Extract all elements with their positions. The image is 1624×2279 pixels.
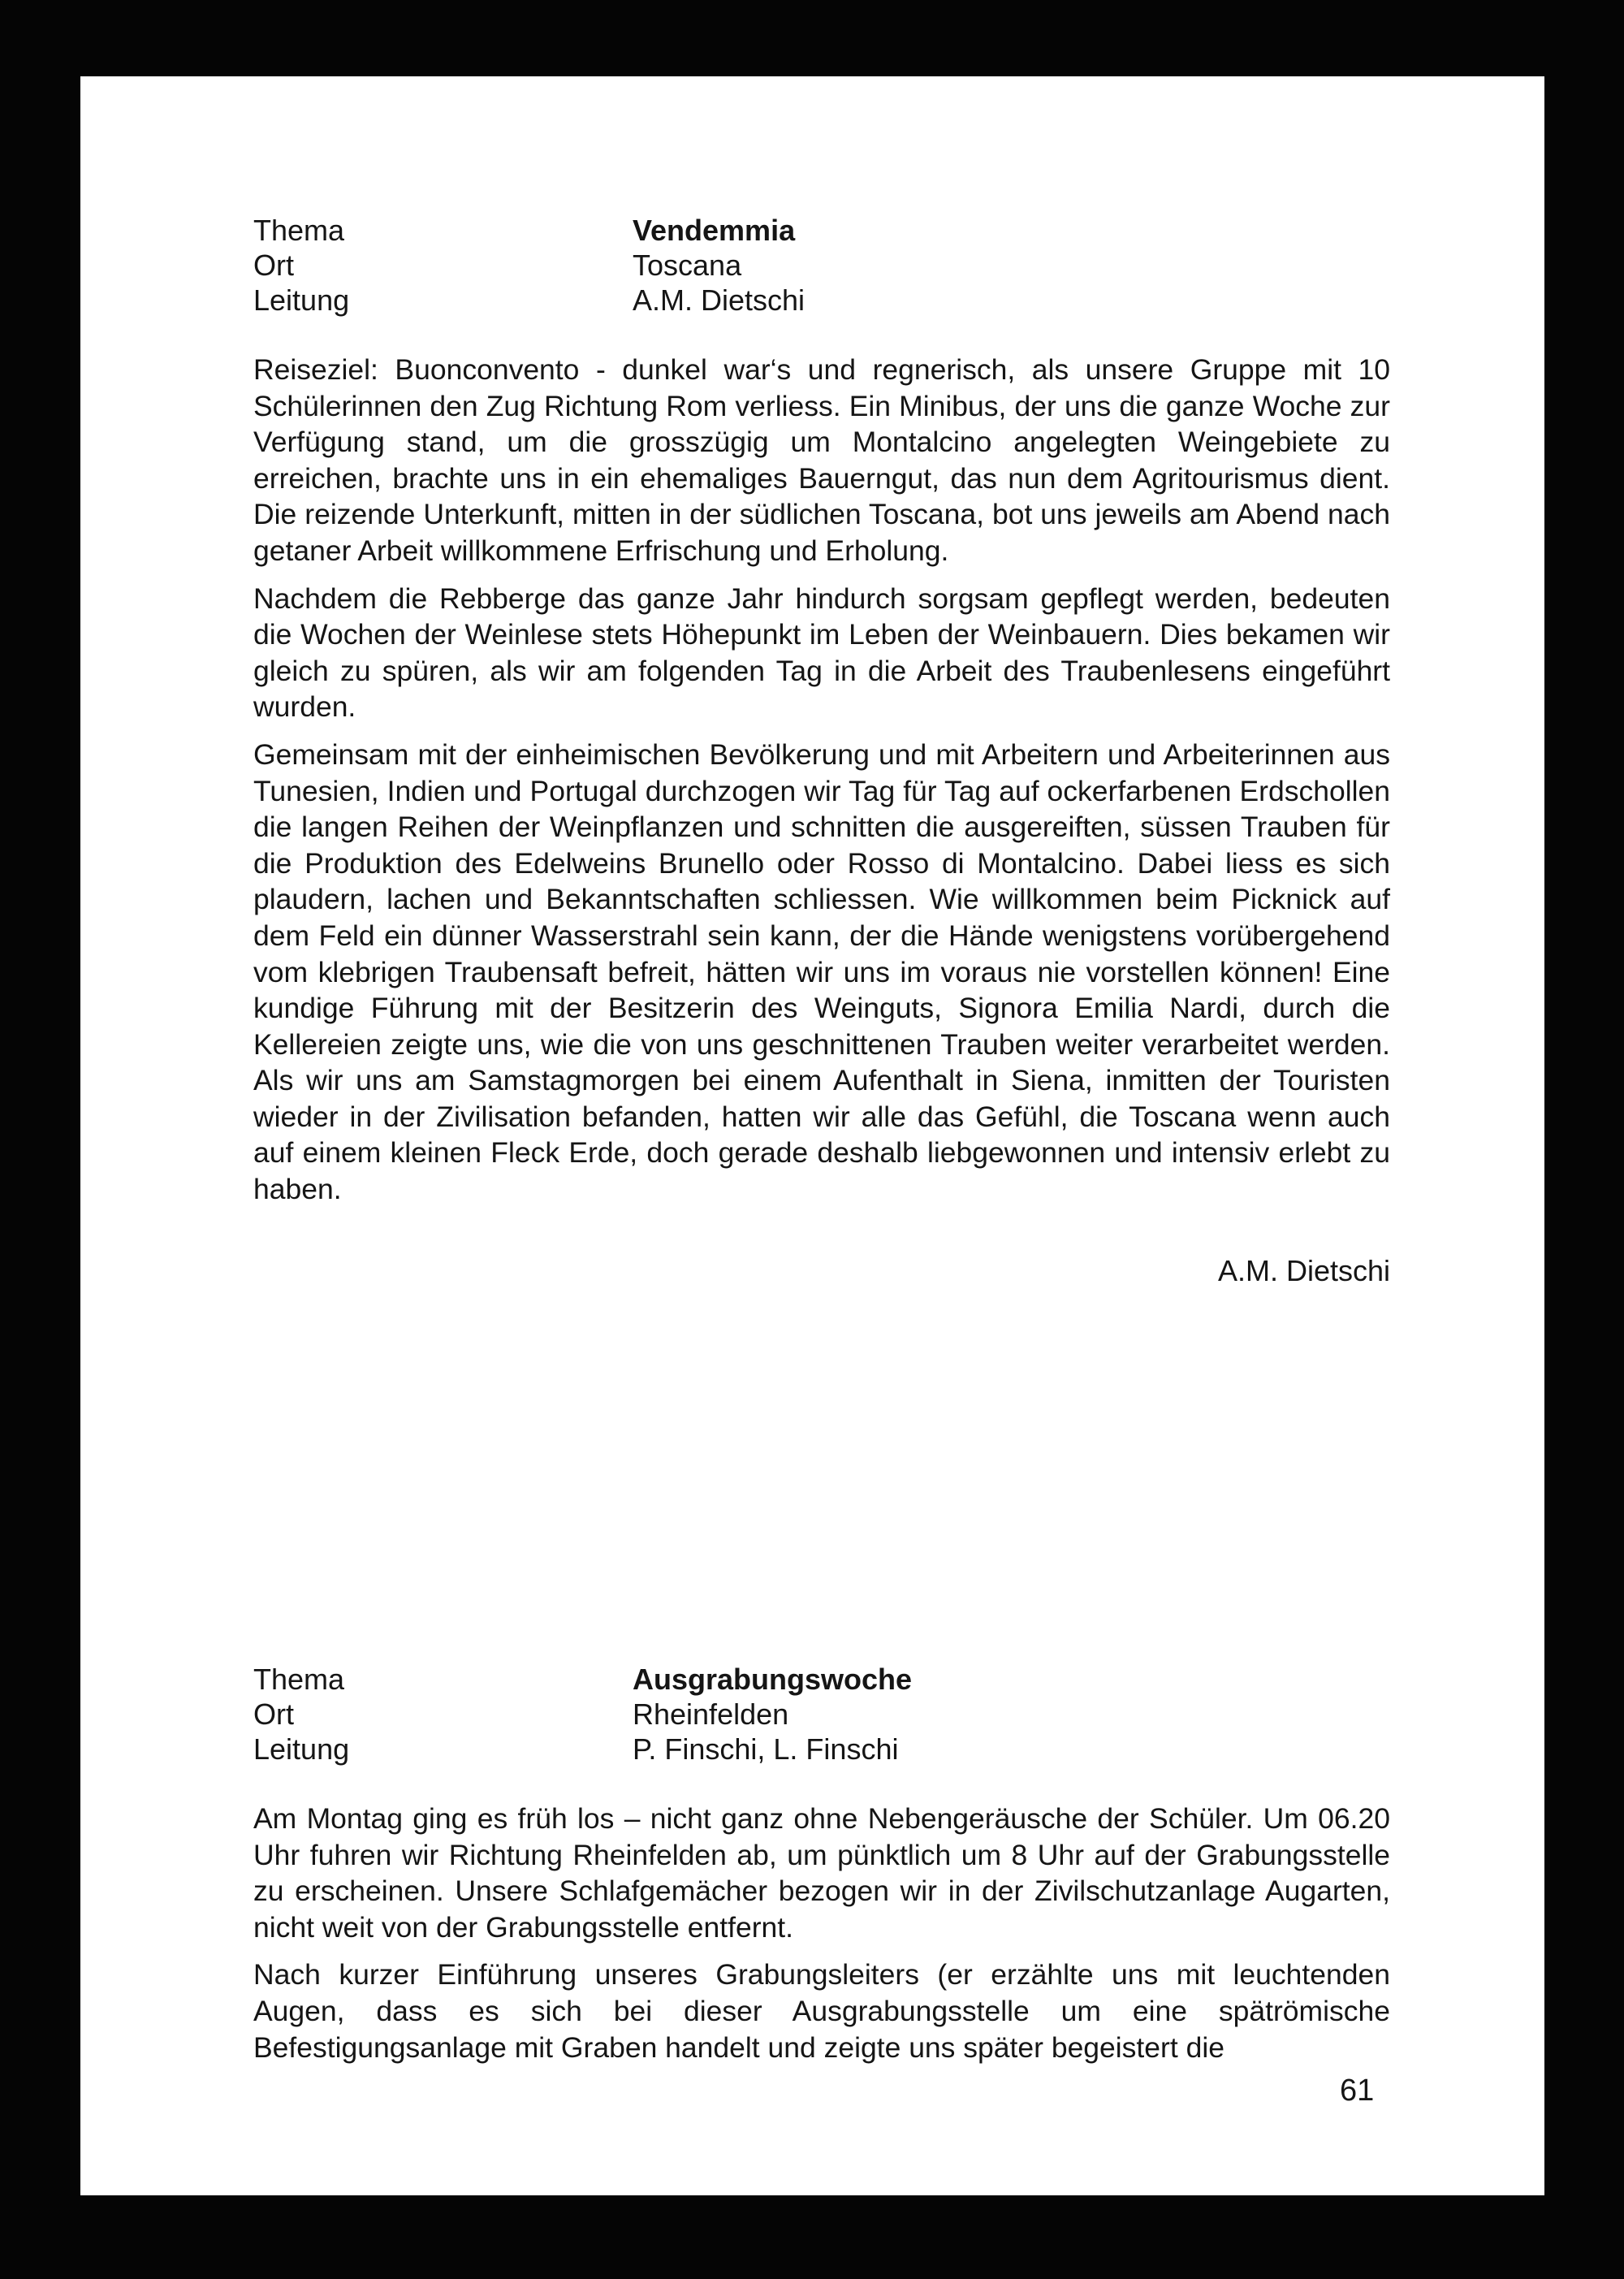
body-paragraph: Reiseziel: Buonconvento - dunkel war‘s und regnerisch, als unsere Gruppe mit 10 Schülerinnen den Zug Richtung Rom verliess. Ein Minibus, der uns die ganze Woche zur Verfügung stand, um die grosszügig um Montalcino angelegten Weingebiete zu erreichen, brachte uns in ein ehemaliges Bauerngut, das nun dem Agritourismus dient. Die reizende Unterkunft, mitten in der südlichen Toscana, bot uns jeweils am Abend nach getaner Arbeit willkommene Erfrischung und Erholung. bbox=[253, 353, 1390, 567]
body-paragraph: Nach kurzer Einführung unseres Grabungsleiters (er erzählte uns mit leuchtenden Augen, dass es sich bei dieser Ausgrabungsstelle um eine spätrömische Befestigungsanlage mit Graben handelt und zeigte uns später begeistert die bbox=[253, 1958, 1390, 2064]
body-paragraph: Am Montag ging es früh los – nicht ganz ohne Nebengeräusche der Schüler. Um 06.20 Uhr fuhren wir Richtung Rheinfelden ab, um pünktlich um 8 Uhr auf der Grabungsstelle zu erscheinen. Unsere Schlafgemächer bezogen wir in der Zivilschutzanlage Augarten, nicht weit von der Grabungsstelle entfernt. bbox=[253, 1802, 1390, 1944]
author-signature: A.M. Dietschi bbox=[1217, 1253, 1390, 1287]
leitung-label: Leitung bbox=[253, 1732, 350, 1766]
thema-label: Thema bbox=[253, 1663, 345, 1696]
thema-label: Thema bbox=[253, 214, 345, 247]
thema-value: Ausgrabungswoche bbox=[633, 1663, 913, 1696]
ort-label: Ort bbox=[253, 1697, 294, 1731]
body-paragraph: Nachdem die Rebberge das ganze Jahr hindurch sorgsam gepflegt werden, bedeuten die Wochen der Weinlese stets Höhepunkt im Leben der Weinbauern. Dies bekamen wir gleich zu spüren, als wir am folgenden Tag in die Arbeit des Traubenlesens eingeführt wurden. bbox=[253, 582, 1390, 724]
page-number: 61 bbox=[1340, 2074, 1375, 2108]
report-section-ausgrabungswoche bbox=[253, 1662, 1390, 2077]
ort-value: Toscana bbox=[633, 249, 742, 282]
ort-label: Ort bbox=[253, 249, 294, 282]
ort-value: Rheinfelden bbox=[633, 1697, 789, 1731]
thema-value: Vendemmia bbox=[633, 214, 796, 247]
leitung-value: P. Finschi, L. Finschi bbox=[633, 1732, 899, 1766]
report-section-vendemmia bbox=[253, 213, 1390, 1289]
section-meta bbox=[253, 213, 1390, 318]
leitung-value: A.M. Dietschi bbox=[633, 283, 806, 317]
leitung-label: Leitung bbox=[253, 283, 350, 317]
body-paragraph: Gemeinsam mit der einheimischen Bevölkerung und mit Arbeitern und Arbeiterinnen aus Tunesien, Indien und Portugal durchzogen wir Tag für Tag auf ockerfarbenen Erdschollen die langen Reihen der Weinpflanzen und schnitten die ausgereiften, süssen Trauben für die Produktion des Edelweins Brunello oder Rosso di Montalcino. Dabei liess es sich plaudern, lachen und Bekanntschaften schliessen. Wie willkommen beim Picknick auf dem Feld ein dünner Wasserstrahl sein kann, der die Hände wenigstens vorübergehend vom klebrigen Traubensaft befreit, hätten wir uns im voraus nie vorstellen können! Eine kundige Führung mit der Besitzerin des Weinguts, Signora Emilia Nardi, durch die Kellereien zeigte uns, wie die von uns geschnittenen Trauben weiter verarbeitet werden. Als wir uns am Samstagmorgen bei einem Aufenthalt in Siena, inmitten der Touristen wieder in der Zivilisation befanden, hatten wir alle das Gefühl, die Toscana wenn auch auf einem kleinen Fleck Erde, doch gerade deshalb liebgewonnen und intensiv erlebt zu haben. bbox=[253, 737, 1390, 1206]
section-meta bbox=[253, 1662, 1390, 1767]
document-page bbox=[80, 76, 1544, 2195]
page-content bbox=[253, 213, 1390, 2064]
